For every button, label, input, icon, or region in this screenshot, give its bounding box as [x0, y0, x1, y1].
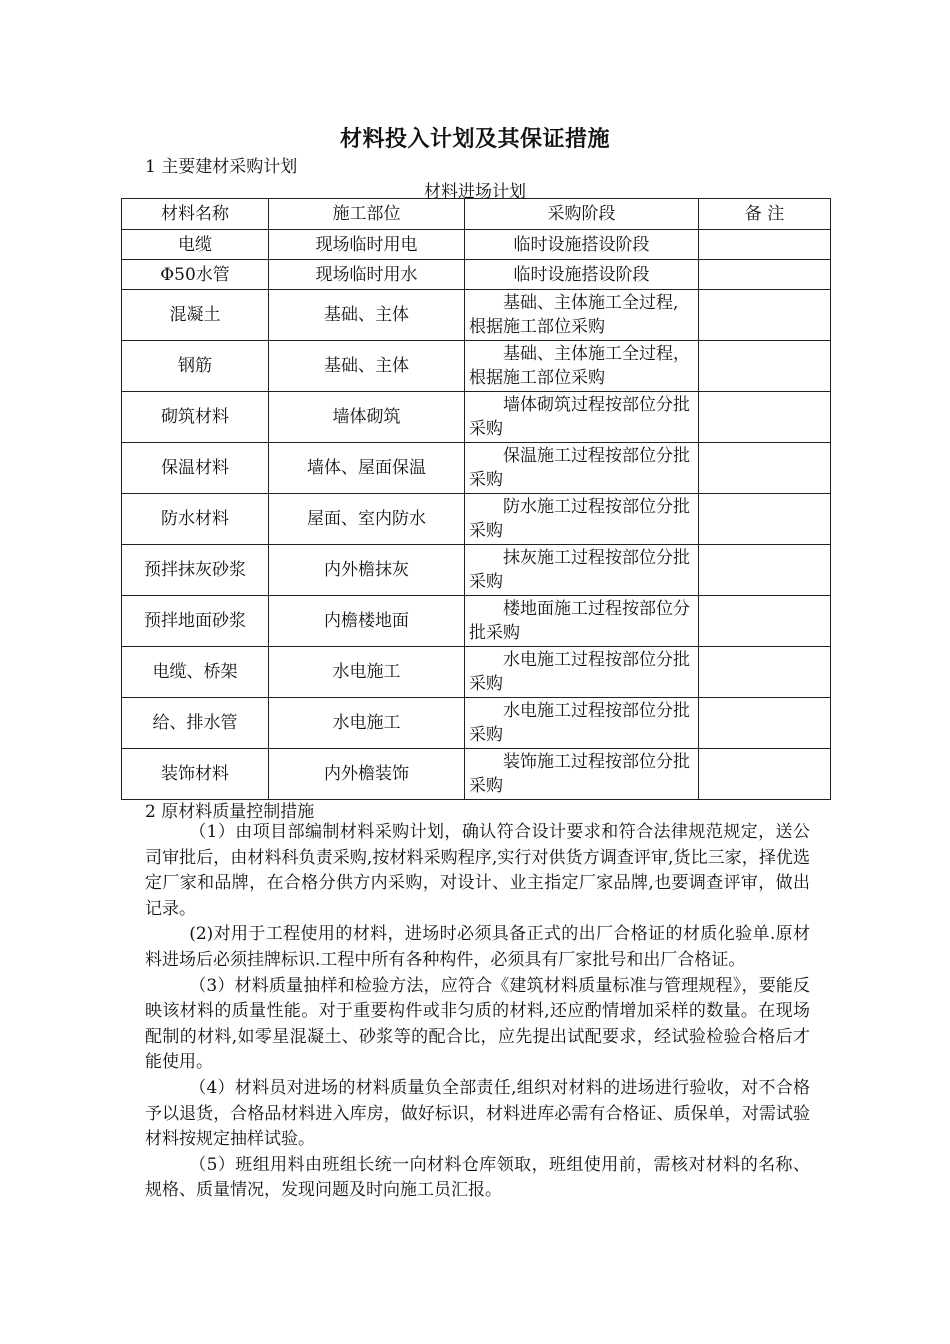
- table-caption: 材料进场计划: [424, 182, 526, 202]
- cell-remarks: [699, 260, 831, 290]
- table-row: [122, 647, 831, 698]
- document-title: 材料投入计划及其保证措施: [339, 126, 610, 152]
- cell-material-name: 防水材料: [122, 494, 269, 545]
- cell-procurement-stage: [465, 341, 699, 392]
- stage-text: 楼地面施工过程按部位分批采购: [469, 599, 690, 643]
- stage-text: 水电施工过程按部位分批采购: [469, 701, 690, 745]
- stage-text: 基础、主体施工全过程,根据施工部位采购: [469, 293, 679, 337]
- cell-construction-part: 屋面、室内防水: [269, 494, 465, 545]
- cell-construction-part: 内檐楼地面: [269, 596, 465, 647]
- cell-construction-part: 墙体砌筑: [269, 392, 465, 443]
- table-row: [122, 749, 831, 800]
- section-heading-1: 1 主要建材采购计划: [145, 157, 298, 177]
- header-construction-part: 施工部位: [269, 199, 465, 230]
- cell-material-name: 混凝土: [122, 290, 269, 341]
- cell-material-name: 钢筋: [122, 341, 269, 392]
- table-row: [122, 698, 831, 749]
- header-remarks: 备 注: [699, 199, 831, 230]
- cell-construction-part: 内外檐装饰: [269, 749, 465, 800]
- cell-material-name: 预拌抹灰砂浆: [122, 545, 269, 596]
- cell-procurement-stage: [465, 596, 699, 647]
- cell-remarks: [699, 596, 831, 647]
- cell-remarks: [699, 290, 831, 341]
- quality-measures: [145, 820, 810, 1204]
- cell-procurement-stage: [465, 290, 699, 341]
- cell-remarks: [699, 392, 831, 443]
- cell-remarks: [699, 494, 831, 545]
- paragraph: （3）材料质量抽样和检验方法，应符合《建筑材料质量标准与管理规程》，要能反映该材料的质量性能。对于重要构件或非匀质的材料,还应酌情增加采样的数量。在现场配制的材料,如零星混凝土、砂浆等的配合比，应先提出试配要求，经试验检验合格后才能使用。: [145, 975, 810, 1073]
- stage-text: 基础、主体施工全过程，根据施工部位采购: [469, 344, 690, 388]
- cell-procurement-stage: 临时设施搭设阶段: [465, 230, 699, 260]
- cell-remarks: [699, 545, 831, 596]
- table-header-row: [122, 199, 831, 230]
- cell-procurement-stage: 临时设施搭设阶段: [465, 260, 699, 290]
- stage-text: 防水施工过程按部位分批采购: [469, 497, 690, 541]
- cell-procurement-stage: [465, 392, 699, 443]
- cell-remarks: [699, 230, 831, 260]
- table-row: [122, 545, 831, 596]
- cell-procurement-stage: [465, 494, 699, 545]
- cell-remarks: [699, 443, 831, 494]
- cell-procurement-stage: [465, 647, 699, 698]
- table-row: [122, 596, 831, 647]
- paragraph: （4）材料员对进场的材料质量负全部责任,组织对材料的进场进行验收，对不合格予以退货，合格品材料进入库房，做好标识，材料进库必需有合格证、质保单，对需试验材料按规定抽样试验。: [145, 1077, 810, 1150]
- cell-procurement-stage: [465, 698, 699, 749]
- cell-construction-part: 现场临时用电: [269, 230, 465, 260]
- section-heading-2: 2 原材料质量控制措施: [145, 802, 315, 822]
- cell-construction-part: 水电施工: [269, 647, 465, 698]
- cell-procurement-stage: [465, 443, 699, 494]
- cell-material-name: 给、排水管: [122, 698, 269, 749]
- header-procurement-stage: 采购阶段: [465, 199, 699, 230]
- cell-material-name: 预拌地面砂浆: [122, 596, 269, 647]
- table-body: [122, 230, 831, 800]
- cell-remarks: [699, 647, 831, 698]
- table-row: [122, 230, 831, 260]
- paragraph: （5）班组用料由班组长统一向材料仓库领取，班组使用前，需核对材料的名称、规格、质量情况，发现问题及时向施工员汇报。: [145, 1154, 810, 1201]
- table-row: [122, 341, 831, 392]
- table-row: [122, 260, 831, 290]
- stage-text: 装饰施工过程按部位分批采购: [469, 752, 690, 796]
- paragraph: （1）由项目部编制材料采购计划，确认符合设计要求和符合法律规范规定，送公司审批后，由材料科负责采购,按材料采购程序,实行对供货方调查评审,货比三家，择优选定厂家和品牌，在合格分供方内采购，对设计、业主指定厂家品牌,也要调查评审，做出记录。: [145, 822, 810, 919]
- table-row: [122, 290, 831, 341]
- stage-text: 抹灰施工过程按部位分批采购: [469, 548, 690, 592]
- header-material-name: 材料名称: [122, 199, 269, 230]
- cell-procurement-stage: [465, 749, 699, 800]
- table-row: [122, 443, 831, 494]
- cell-construction-part: 基础、主体: [269, 341, 465, 392]
- cell-construction-part: 现场临时用水: [269, 260, 465, 290]
- cell-construction-part: 墙体、屋面保温: [269, 443, 465, 494]
- table-row: [122, 392, 831, 443]
- cell-construction-part: 基础、主体: [269, 290, 465, 341]
- paragraph: (2)对用于工程使用的材料，进场时必须具备正式的出厂合格证的材质化验单.原材料进场后必须挂牌标识.工程中所有各种构件，必须具有厂家批号和出厂合格证。: [145, 924, 810, 970]
- cell-material-name: 砌筑材料: [122, 392, 269, 443]
- cell-remarks: [699, 341, 831, 392]
- cell-material-name: 电缆: [122, 230, 269, 260]
- cell-procurement-stage: [465, 545, 699, 596]
- material-plan-table: [121, 198, 831, 800]
- cell-material-name: 保温材料: [122, 443, 269, 494]
- stage-text: 保温施工过程按部位分批采购: [469, 446, 690, 490]
- cell-material-name: Φ50水管: [122, 260, 269, 290]
- cell-material-name: 装饰材料: [122, 749, 269, 800]
- table-row: [122, 494, 831, 545]
- cell-construction-part: 水电施工: [269, 698, 465, 749]
- cell-construction-part: 内外檐抹灰: [269, 545, 465, 596]
- cell-remarks: [699, 698, 831, 749]
- cell-remarks: [699, 749, 831, 800]
- stage-text: 水电施工过程按部位分批采购: [469, 650, 690, 694]
- stage-text: 墙体砌筑过程按部位分批采购: [469, 395, 690, 439]
- cell-material-name: 电缆、桥架: [122, 647, 269, 698]
